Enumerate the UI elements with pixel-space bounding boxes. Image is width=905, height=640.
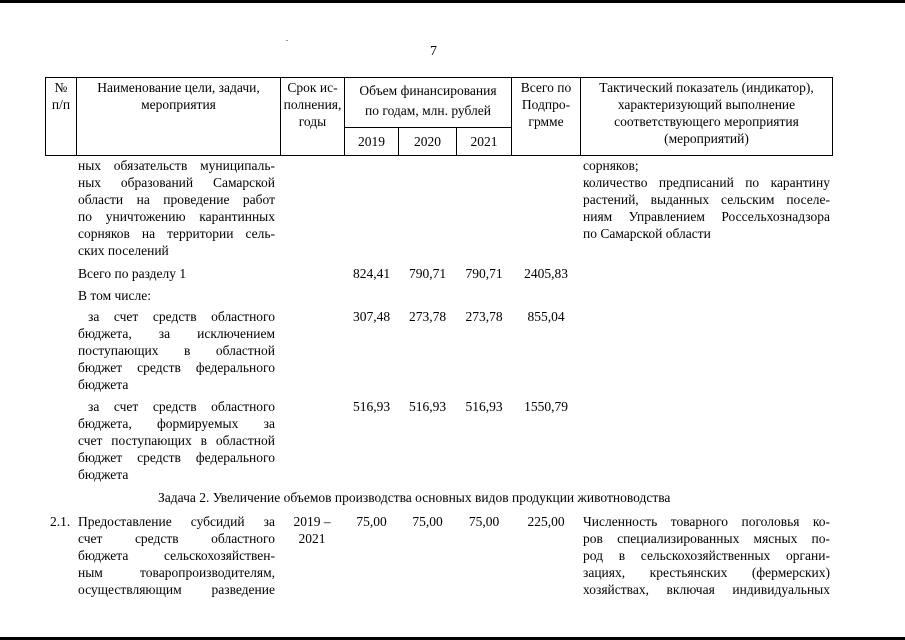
- col-border: [832, 77, 833, 156]
- header-indicator: Тактический показатель (индикатор), характеризующий выполнение соответствующего мероприятия (мероприятий): [599, 80, 814, 146]
- top-border: [0, 0, 905, 3]
- sub2-2019: 516,93: [352, 399, 391, 414]
- text-line: бюджета сельскохозяйствен-: [78, 548, 275, 563]
- sub2-text: [78, 398, 275, 483]
- row21-total: 225,00: [527, 514, 565, 529]
- text-line: счет средств областного: [78, 531, 275, 546]
- header-top-line: [45, 77, 833, 78]
- including-label: В том числе:: [78, 288, 151, 303]
- continuation-name: [78, 157, 275, 259]
- sub1-text: [78, 308, 275, 393]
- header-name: Наименование цели, задачи, мероприятия: [97, 80, 260, 112]
- text-line: ниям Управлением Россельхознадзора: [583, 209, 830, 224]
- text-line: 2021: [298, 531, 326, 546]
- section-total-2021: 790,71: [465, 266, 503, 281]
- text-line: за счет средств областного: [88, 399, 275, 414]
- header-year-2019: 2019: [358, 134, 385, 149]
- text-line: ров специализированных мясных по-: [583, 531, 830, 546]
- row21-indicator: [583, 513, 830, 598]
- row21-name: [78, 513, 275, 598]
- page-number: 7: [430, 44, 437, 59]
- row21-num: 2.1.: [50, 514, 71, 529]
- row21-2019: 75,00: [356, 514, 387, 529]
- sub2-2020: 516,93: [408, 399, 447, 414]
- text-line: Численность товарного поголовья ко-: [583, 514, 830, 529]
- row21-term: [283, 513, 341, 547]
- section-total-2019: 824,41: [352, 266, 391, 281]
- text-line: осуществляющим разведение: [78, 582, 275, 597]
- section-total-sum: 2405,83: [524, 266, 568, 281]
- text-line: количество предписаний по карантину: [583, 175, 830, 190]
- header-total: Всего по Подпро- грмме: [520, 80, 572, 129]
- text-line: род в сельскохозяйственных органи-: [583, 548, 830, 563]
- header-year-2020: 2020: [414, 134, 441, 149]
- sub1-2020: 273,78: [408, 309, 447, 324]
- header-year-2021: 2021: [470, 134, 498, 149]
- text-line: сорняков на территории сель-: [78, 226, 275, 241]
- text-line: зациях, крестьянских (фермерских): [583, 565, 830, 580]
- text-line: ным товаропроизводителям,: [78, 565, 275, 580]
- text-line: сорняков;: [583, 158, 639, 173]
- header-bottom-line: [45, 155, 833, 156]
- sub1-2019: 307,48: [352, 309, 391, 324]
- sub1-total: 855,04: [527, 309, 565, 324]
- section-total-label: Всего по разделу 1: [78, 266, 187, 281]
- text-line: ных обязательств муниципаль-: [78, 158, 275, 173]
- row21-2020: 75,00: [412, 514, 443, 529]
- sub2-total: 1550,79: [524, 399, 568, 414]
- text-line: по Самарской области: [583, 226, 711, 241]
- text-line: 2019 –: [293, 514, 331, 529]
- text-line: области на проведение работ: [78, 192, 275, 207]
- text-line: Предоставление субсидий за: [78, 514, 275, 529]
- text-line: за счет средств областного: [88, 309, 275, 324]
- text-line: поступающих в областной: [78, 343, 275, 358]
- text-line: бюджет средств федерального: [78, 450, 275, 465]
- continuation-indicator: [583, 157, 830, 242]
- text-line: по уничтожению карантинных: [78, 209, 275, 224]
- text-line: бюджета, формируемых за: [78, 416, 275, 431]
- sub1-2021: 273,78: [465, 309, 503, 324]
- years-divider-line: [344, 127, 511, 128]
- header-finance: Объем финансирования по годам, млн. рублей: [359, 83, 497, 118]
- text-line: счет поступающих в областной: [78, 433, 275, 448]
- scan-speck: [286, 40, 288, 41]
- task2-heading: Задача 2. Увеличение объемов производства основных видов продукции животноводства: [158, 490, 671, 505]
- row21-2021: 75,00: [468, 514, 500, 529]
- text-line: бюджет средств федерального: [78, 360, 275, 375]
- text-line: хозяйствах, включая индивидуальных: [583, 582, 830, 597]
- sub2-2021: 516,93: [465, 399, 503, 414]
- header-num: № п/п: [51, 80, 71, 112]
- text-line: ных образований Самарской: [78, 175, 275, 190]
- text-line: бюджета: [78, 377, 129, 392]
- text-line: растений, выданных сельским поселе-: [583, 192, 830, 207]
- text-line: бюджета: [78, 467, 129, 482]
- text-line: бюджета, за исключением: [78, 326, 275, 341]
- text-line: ских поселений: [78, 243, 169, 258]
- header-term: Срок ис- полнения, годы: [283, 80, 342, 129]
- section-total-2020: 790,71: [408, 266, 447, 281]
